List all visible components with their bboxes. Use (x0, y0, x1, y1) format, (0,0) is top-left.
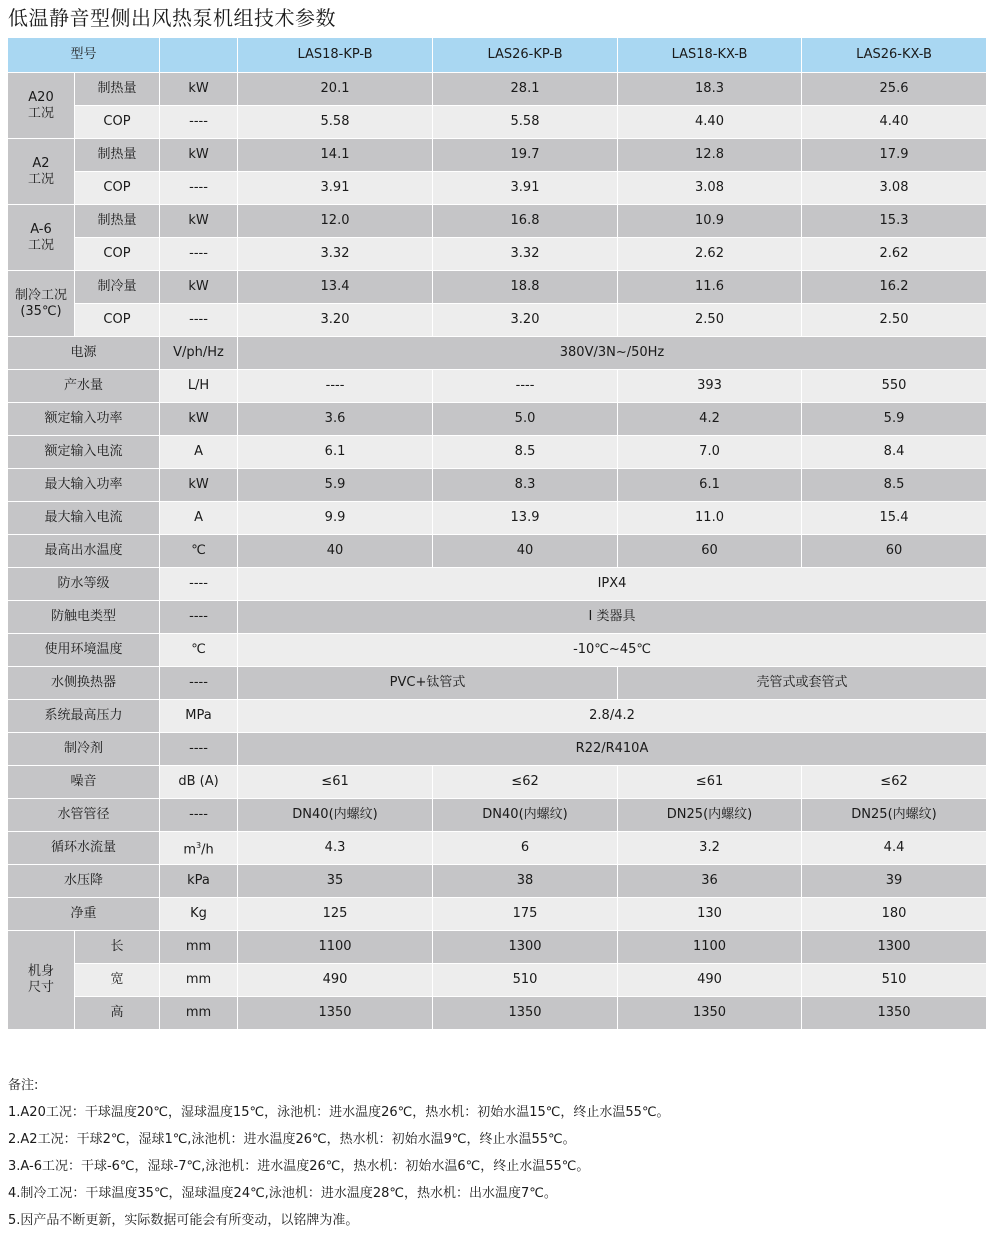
value-cell: DN25(内螺纹) (618, 799, 802, 832)
spec-table (7, 37, 987, 1030)
value-cell: 510 (802, 964, 987, 997)
value-cell: 3.32 (433, 238, 618, 271)
value-cell: 16.8 (433, 205, 618, 238)
table-row (8, 568, 987, 601)
row-label: 水侧换热器 (8, 667, 160, 700)
table-row (8, 832, 987, 865)
notes-heading: 备注: (8, 1078, 39, 1093)
table-row (8, 799, 987, 832)
value-cell: 36 (618, 865, 802, 898)
table-row (8, 964, 987, 997)
value-cell: 1300 (433, 931, 618, 964)
table-row (8, 304, 987, 337)
value-cell: 60 (802, 535, 987, 568)
param-cell: 制热量 (75, 205, 160, 238)
value-cell: 18.8 (433, 271, 618, 304)
header-model: LAS18-KP-B (238, 38, 433, 73)
note-item: 5.因产品不断更新，实际数据可能会有所变动，以铭牌为准。 (8, 1213, 359, 1228)
unit-cell: ---- (160, 601, 238, 634)
row-label: 额定输入功率 (8, 403, 160, 436)
param-cell: COP (75, 304, 160, 337)
value-cell: 8.5 (802, 469, 987, 502)
table-row (8, 73, 987, 106)
value-cell: 1350 (802, 997, 987, 1030)
param-cell: COP (75, 238, 160, 271)
value-cell: 1100 (618, 931, 802, 964)
unit-cell: ---- (160, 667, 238, 700)
value-cell: DN40(内螺纹) (433, 799, 618, 832)
value-cell: 5.9 (802, 403, 987, 436)
table-row (8, 502, 987, 535)
value-cell: 3.6 (238, 403, 433, 436)
condition-label: A20 工况 (8, 73, 75, 139)
value-cell: -10℃~45℃ (238, 634, 987, 667)
value-cell: 1300 (802, 931, 987, 964)
note-item: 4.制冷工况：干球温度35℃，湿球温度24℃,泳池机：进水温度28℃，热水机：出水温度7℃。 (8, 1186, 557, 1201)
value-cell: 8.3 (433, 469, 618, 502)
row-label: 最大输入电流 (8, 502, 160, 535)
value-cell: 510 (433, 964, 618, 997)
unit-cell: A (160, 502, 238, 535)
table-row (8, 535, 987, 568)
page-title: 低温静音型侧出风热泵机组技术参数 (8, 6, 336, 30)
value-cell: 3.20 (238, 304, 433, 337)
value-cell: 3.91 (433, 172, 618, 205)
value-cell: 6.1 (238, 436, 433, 469)
value-cell: 16.2 (802, 271, 987, 304)
unit-cell: mm (160, 997, 238, 1030)
unit-cell: ---- (160, 106, 238, 139)
value-cell: 3.20 (433, 304, 618, 337)
value-cell: 35 (238, 865, 433, 898)
unit-cell: dB (A) (160, 766, 238, 799)
row-label: 电源 (8, 337, 160, 370)
value-cell: 1350 (618, 997, 802, 1030)
value-cell: 175 (433, 898, 618, 931)
value-cell: 11.0 (618, 502, 802, 535)
value-cell: ≤62 (433, 766, 618, 799)
unit-cell: $m^3/h$ (160, 832, 238, 865)
value-cell: 490 (238, 964, 433, 997)
value-cell: 3.08 (618, 172, 802, 205)
note-item: 2.A2工况：干球2℃，湿球1℃,泳池机：进水温度26℃，热水机：初始水温9℃，终止水温55℃。 (8, 1132, 576, 1147)
unit-cell: kPa (160, 865, 238, 898)
value-cell: 393 (618, 370, 802, 403)
value-cell: 7.0 (618, 436, 802, 469)
value-cell: IPX4 (238, 568, 987, 601)
size-label: 机身 尺寸 (8, 931, 75, 1030)
value-cell: 125 (238, 898, 433, 931)
value-cell: 2.62 (802, 238, 987, 271)
value-cell: 28.1 (433, 73, 618, 106)
unit-cell: kW (160, 139, 238, 172)
unit-cell: V/ph/Hz (160, 337, 238, 370)
param-cell: 制冷量 (75, 271, 160, 304)
param-cell: 制热量 (75, 139, 160, 172)
row-label: 系统最高压力 (8, 700, 160, 733)
value-cell: 2.62 (618, 238, 802, 271)
unit-cell: mm (160, 964, 238, 997)
table-row (8, 700, 987, 733)
param-cell: 制热量 (75, 73, 160, 106)
unit-cell: ---- (160, 733, 238, 766)
value-cell: 8.4 (802, 436, 987, 469)
value-cell: 25.6 (802, 73, 987, 106)
value-cell: 18.3 (618, 73, 802, 106)
value-cell: 6.1 (618, 469, 802, 502)
value-cell: 14.1 (238, 139, 433, 172)
value-cell: 9.9 (238, 502, 433, 535)
table-row (8, 370, 987, 403)
header-model: LAS26-KX-B (802, 38, 987, 73)
condition-label: A-6 工况 (8, 205, 75, 271)
value-cell: 4.4 (802, 832, 987, 865)
row-label: 最高出水温度 (8, 535, 160, 568)
value-cell: 19.7 (433, 139, 618, 172)
value-cell: ---- (238, 370, 433, 403)
unit-cell: Kg (160, 898, 238, 931)
param-cell: 高 (75, 997, 160, 1030)
row-label: 噪音 (8, 766, 160, 799)
row-label: 产水量 (8, 370, 160, 403)
row-label: 使用环境温度 (8, 634, 160, 667)
value-cell: 15.3 (802, 205, 987, 238)
table-row (8, 337, 987, 370)
value-cell: 1350 (433, 997, 618, 1030)
value-cell: ≤61 (238, 766, 433, 799)
value-cell: 6 (433, 832, 618, 865)
unit-cell: ---- (160, 172, 238, 205)
value-cell: 17.9 (802, 139, 987, 172)
row-label: 最大输入功率 (8, 469, 160, 502)
value-cell: ---- (433, 370, 618, 403)
value-cell: 38 (433, 865, 618, 898)
unit-cell: kW (160, 205, 238, 238)
value-cell: 5.9 (238, 469, 433, 502)
unit-cell: L/H (160, 370, 238, 403)
value-cell: 3.91 (238, 172, 433, 205)
header-unit-blank (160, 38, 238, 73)
table-row (8, 865, 987, 898)
value-cell: 380V/3N~/50Hz (238, 337, 987, 370)
table-row (8, 997, 987, 1030)
condition-label: 制冷工况 (35℃) (8, 271, 75, 337)
value-cell: 5.58 (238, 106, 433, 139)
row-label: 防触电类型 (8, 601, 160, 634)
unit-cell: ---- (160, 238, 238, 271)
note-item: 3.A-6工况：干球-6℃，湿球-7℃,泳池机：进水温度26℃，热水机：初始水温6℃，终止水温55℃。 (8, 1159, 590, 1174)
unit-cell: kW (160, 403, 238, 436)
header-row (8, 38, 987, 73)
row-label: 防水等级 (8, 568, 160, 601)
note-item: 1.A20工况：干球温度20℃，湿球温度15℃，泳池机：进水温度26℃，热水机：初始水温15℃，终止水温55℃。 (8, 1105, 670, 1120)
value-cell: 1100 (238, 931, 433, 964)
value-cell: 8.5 (433, 436, 618, 469)
value-cell: 20.1 (238, 73, 433, 106)
value-cell: 1350 (238, 997, 433, 1030)
unit-cell: ---- (160, 304, 238, 337)
table-row (8, 469, 987, 502)
value-cell: 180 (802, 898, 987, 931)
table-row (8, 766, 987, 799)
row-label: 循环水流量 (8, 832, 160, 865)
condition-label: A2 工况 (8, 139, 75, 205)
table-row (8, 403, 987, 436)
unit-cell: A (160, 436, 238, 469)
table-row (8, 733, 987, 766)
value-cell: 4.40 (802, 106, 987, 139)
unit-cell: ℃ (160, 535, 238, 568)
unit-cell: ---- (160, 568, 238, 601)
value-cell: 4.40 (618, 106, 802, 139)
value-cell: 13.9 (433, 502, 618, 535)
row-label: 制冷剂 (8, 733, 160, 766)
unit-cell: ---- (160, 799, 238, 832)
unit-cell: kW (160, 469, 238, 502)
row-label: 额定输入电流 (8, 436, 160, 469)
param-cell: 宽 (75, 964, 160, 997)
table-row (8, 667, 987, 700)
value-cell: 2.50 (618, 304, 802, 337)
value-cell: 490 (618, 964, 802, 997)
unit-cell: ℃ (160, 634, 238, 667)
unit-cell: kW (160, 73, 238, 106)
value-cell: ≤62 (802, 766, 987, 799)
table-row (8, 205, 987, 238)
value-cell: 4.3 (238, 832, 433, 865)
value-cell: 12.8 (618, 139, 802, 172)
value-cell: DN40(内螺纹) (238, 799, 433, 832)
row-label: 水压降 (8, 865, 160, 898)
value-cell: PVC+钛管式 (238, 667, 618, 700)
unit-cell: kW (160, 271, 238, 304)
notes-section (8, 1072, 978, 1234)
table-row (8, 931, 987, 964)
param-cell: COP (75, 172, 160, 205)
value-cell: 10.9 (618, 205, 802, 238)
value-cell: 13.4 (238, 271, 433, 304)
value-cell: 2.50 (802, 304, 987, 337)
value-cell: 壳管式或套管式 (618, 667, 987, 700)
value-cell: 3.2 (618, 832, 802, 865)
header-model: LAS18-KX-B (618, 38, 802, 73)
value-cell: I 类器具 (238, 601, 987, 634)
row-label: 净重 (8, 898, 160, 931)
param-cell: COP (75, 106, 160, 139)
table-row (8, 601, 987, 634)
header-model: LAS26-KP-B (433, 38, 618, 73)
table-row (8, 238, 987, 271)
table-row (8, 139, 987, 172)
value-cell: 550 (802, 370, 987, 403)
value-cell: 40 (238, 535, 433, 568)
header-model-label: 型号 (8, 38, 160, 73)
value-cell: 15.4 (802, 502, 987, 535)
value-cell: 39 (802, 865, 987, 898)
value-cell: 3.32 (238, 238, 433, 271)
value-cell: 4.2 (618, 403, 802, 436)
row-label: 水管管径 (8, 799, 160, 832)
table-row (8, 271, 987, 304)
table-row (8, 634, 987, 667)
param-cell: 长 (75, 931, 160, 964)
table-row (8, 106, 987, 139)
unit-cell: MPa (160, 700, 238, 733)
value-cell: 60 (618, 535, 802, 568)
value-cell: 2.8/4.2 (238, 700, 987, 733)
value-cell: 130 (618, 898, 802, 931)
value-cell: ≤61 (618, 766, 802, 799)
value-cell: DN25(内螺纹) (802, 799, 987, 832)
value-cell: 11.6 (618, 271, 802, 304)
value-cell: 5.58 (433, 106, 618, 139)
table-row (8, 436, 987, 469)
unit-cell: mm (160, 931, 238, 964)
value-cell: 40 (433, 535, 618, 568)
table-row (8, 898, 987, 931)
value-cell: 12.0 (238, 205, 433, 238)
table-row (8, 172, 987, 205)
value-cell: 3.08 (802, 172, 987, 205)
value-cell: R22/R410A (238, 733, 987, 766)
value-cell: 5.0 (433, 403, 618, 436)
